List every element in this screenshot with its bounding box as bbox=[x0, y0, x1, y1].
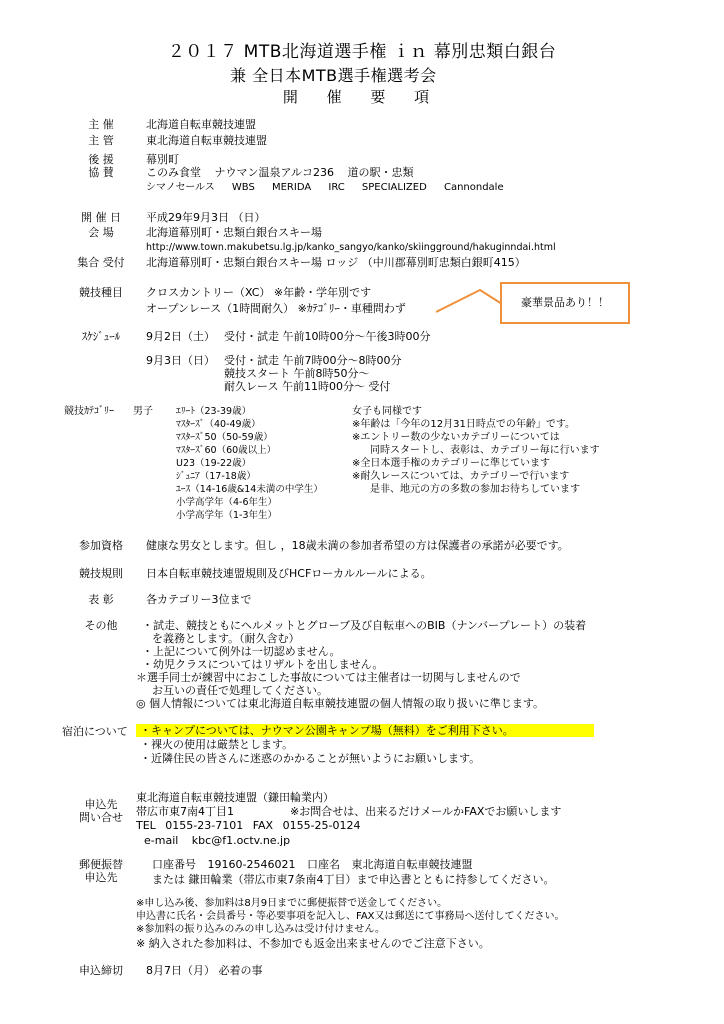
shukan-value: 東北海道自転車競技連盟 bbox=[146, 134, 267, 147]
note-line: 申込書に氏名・会員番号・等必要事項を記入し、FAX又は郵送にて事務局へ送付してください。 bbox=[136, 911, 565, 922]
qualification-text: 健康な男女とします。但し ，18歳未満の参加者希望の方は保護者の承諾が必要です。 bbox=[146, 539, 569, 552]
label-reception: 集合 受付 bbox=[77, 256, 125, 269]
category-note: ※耐久レースについては、カテゴリーで行います bbox=[352, 471, 570, 482]
label-contact-1: 申込先 bbox=[84, 798, 118, 811]
label-postal-2: 申込先 bbox=[84, 871, 118, 884]
event-venue: 北海道幕別町・忠類白銀台スキー場 bbox=[146, 226, 322, 239]
rules-text: 日本自転車競技連盟規則及びHCFローカルルールによる。 bbox=[146, 567, 432, 580]
category-item: ﾏｽﾀｰｽﾞ（40-49歳） bbox=[176, 419, 261, 430]
men-label: 男子 bbox=[133, 406, 153, 417]
label-shusai: 主 催 bbox=[88, 118, 114, 131]
schedule-day1-date: 9月2日（土） bbox=[146, 330, 215, 343]
koen-value: 幕別町 bbox=[146, 153, 179, 166]
note-line: ※申し込み後、参加料は8月9日までに郵便振替で送金してください。 bbox=[136, 898, 448, 909]
category-item: ｴﾘｰﾄ（23-39歳） bbox=[176, 406, 252, 417]
category-note: ※全日本選手権のカテゴリーに準じています bbox=[352, 458, 550, 469]
category-item: ﾏｽﾀｰｽﾞ50（50-59歳） bbox=[176, 432, 273, 443]
shusai-value: 北海道自転車競技連盟 bbox=[146, 118, 256, 131]
kyosan-line1: このみ食堂 ナウマン温泉アルコ236 道の駅・忠類 bbox=[146, 166, 414, 179]
callout-pointer bbox=[436, 284, 506, 314]
category-item: ｼﾞｭﾆｱ（17-18歳） bbox=[176, 471, 256, 482]
page-subtitle: 兼 全日本MTB選手権選考会 bbox=[230, 66, 437, 85]
event-date: 平成29年9月3日 （日） bbox=[146, 211, 266, 224]
label-shukan: 主 管 bbox=[88, 134, 114, 147]
schedule-day1-item: 受付・試走 午前10時00分～午後3時00分 bbox=[224, 330, 431, 343]
category-note: 女子も同様です bbox=[352, 406, 422, 417]
category-item: 小学高学年（1-3年生） bbox=[176, 510, 278, 521]
contact-org: 東北海道自転車競技連盟（鎌田輪業内） bbox=[136, 791, 334, 804]
label-event-types: 競技種目 bbox=[79, 286, 123, 299]
contact-email-link[interactable]: e-mail kbc@f1.octv.ne.jp bbox=[144, 834, 291, 847]
category-item: 小学高学年（4-6年生） bbox=[176, 497, 278, 508]
event-type-open: オープンレース（1時間耐久） ※ｶﾃｺﾞﾘｰ・車種問わず bbox=[146, 302, 406, 315]
category-note: 是非、地元の方の多数の参加お待ちしています bbox=[370, 484, 580, 495]
page-title: ２０１７ MTB北海道選手権 ｉｎ 幕別忠類白銀台 bbox=[167, 42, 557, 62]
page-heading: 開 催 要 項 bbox=[282, 88, 442, 106]
note-line: ※ 納入された参加料は、不参加でも返金出来ませんのでご注意下さい。 bbox=[136, 937, 490, 950]
postal-account: 口座番号 19160-2546021 口座名 東北海道自転車競技連盟 bbox=[152, 858, 473, 871]
awards-text: 各カテゴリー3位まで bbox=[146, 593, 252, 606]
label-awards: 表 彰 bbox=[88, 593, 114, 606]
other-line: ◎ 個人情報については東北海道自転車競技連盟の個人情報の取り扱いに準じます。 bbox=[136, 697, 544, 710]
kyosan-line2: シマノセールス WBS MERIDA IRC SPECIALIZED Cannondale bbox=[146, 182, 504, 193]
label-other: その他 bbox=[84, 619, 118, 632]
callout-box bbox=[500, 282, 630, 324]
label-deadline: 申込締切 bbox=[79, 964, 123, 977]
label-lodging: 宿泊について bbox=[62, 725, 128, 738]
label-postal-1: 郵便振替 bbox=[79, 858, 123, 871]
label-categories: 競技ｶﾃｺﾞﾘｰ bbox=[64, 406, 114, 417]
category-item: ﾕｰｽ（14-16歳&14未満の中学生） bbox=[176, 484, 323, 495]
category-note: ※年齢は「今年の12月31日時点での年齢」です。 bbox=[352, 419, 576, 430]
label-date: 開 催 日 bbox=[81, 211, 121, 224]
label-venue: 会 場 bbox=[88, 226, 114, 239]
venue-url-link[interactable]: http://www.town.makubetsu.lg.jp/kanko_sangyo/kanko/skiingground/hakuginndai.html bbox=[146, 242, 556, 253]
contact-note: ※お問合せは、出来るだけメールかFAXでお願いします bbox=[290, 805, 562, 818]
event-reception: 北海道幕別町・忠類白銀台スキー場 ロッジ （中川郡幕別町忠類白銀町415） bbox=[146, 256, 526, 269]
category-item: ﾏｽﾀｰｽﾞ60（60歳以上） bbox=[176, 445, 277, 456]
other-line: を義務とします。（耐久含む） bbox=[152, 632, 300, 645]
label-kyosan: 協 賛 bbox=[88, 166, 114, 179]
label-schedule: ｽｹｼﾞｭｰﾙ bbox=[81, 330, 121, 343]
label-contact-2: 問い合せ bbox=[79, 811, 123, 824]
postal-alt: または 鎌田輪業（帯広市東7条南4丁目）まで申込書とともに持参してください。 bbox=[152, 873, 555, 886]
label-qualification: 参加資格 bbox=[79, 539, 123, 552]
other-line: お互いの責任で処理してください。 bbox=[152, 684, 328, 697]
deadline-text: 8月7日（月） 必着の事 bbox=[146, 964, 263, 977]
category-item: U23（19-22歳） bbox=[176, 458, 252, 469]
lodging-highlight: ・キャンプについては、ナウマン公園キャンプ場（無料）をご利用下さい。 bbox=[136, 724, 594, 737]
contact-tel-fax: TEL 0155-23-7101 FAX 0155-25-0124 bbox=[136, 819, 361, 832]
contact-address: 帯広市東7南4丁目1 bbox=[136, 805, 234, 818]
schedule-day2-item3: 耐久レース 午前11時00分～ 受付 bbox=[224, 380, 391, 393]
schedule-day2-item2: 競技スタート 午前8時50分～ bbox=[224, 367, 370, 380]
lodging-line2: ・裸火の使用は厳禁とします。 bbox=[140, 738, 294, 751]
category-note: ※エントリー数の少ないカテゴリーについては bbox=[352, 432, 560, 443]
other-line: ・試走、競技ともにヘルメットとグローブ及び自転車へのBIB（ナンバープレート）の装着 bbox=[142, 619, 587, 632]
note-line: ※参加料の振り込みのみの申し込みは受け付けません。 bbox=[136, 924, 385, 935]
event-type-xc: クロスカントリー（XC） ※年齢・学年別です bbox=[146, 286, 372, 299]
other-line: ・幼児クラスについてはリザルトを出しません。 bbox=[142, 658, 384, 671]
lodging-line3: ・近隣住民の皆さんに迷惑のかかることが無いようにお願いします。 bbox=[140, 752, 481, 765]
schedule-day2-item1: 受付・試走 午前7時00分～8時00分 bbox=[224, 354, 402, 367]
callout-text: 豪華景品あり！！ bbox=[521, 296, 609, 310]
label-koen: 後 援 bbox=[88, 153, 114, 166]
label-rules: 競技規則 bbox=[79, 567, 123, 580]
category-note: 同時スタートし、表彰は、カテゴリー毎に行います bbox=[370, 445, 600, 456]
other-line: ・上記について例外は一切認めません。 bbox=[142, 645, 341, 658]
other-line: ＊選手同士が練習中におこした事故については主催者は一切関与しませんので bbox=[136, 671, 521, 684]
schedule-day2-date: 9月3日（日） bbox=[146, 354, 215, 367]
